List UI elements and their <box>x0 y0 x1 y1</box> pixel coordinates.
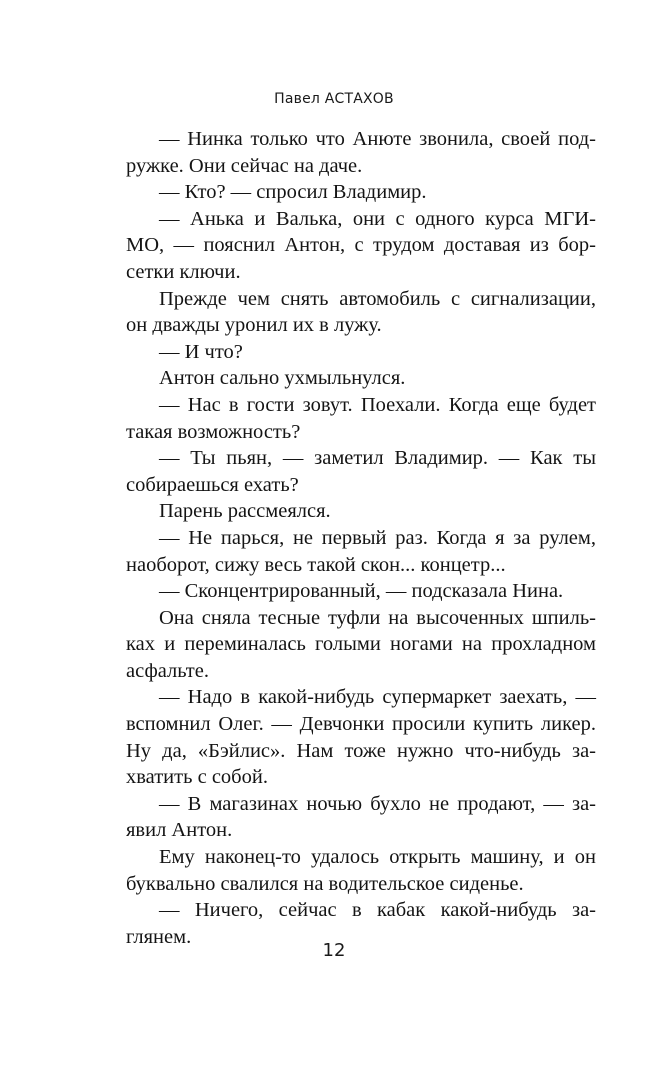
page-number: 12 <box>322 940 346 961</box>
text-line: асфальте. <box>126 659 209 682</box>
text-line: буквально свалился на водительское сиденье. <box>126 872 524 895</box>
text-line: Антон сально ухмыльнулся. <box>159 367 406 390</box>
text-line: — Нинка только что Анюте звонила, своей под- <box>159 128 596 150</box>
text-line: Она сняла тесные туфли на высоченных шпиль- <box>159 606 596 629</box>
running-header: Павел АСТАХОВ <box>274 91 394 107</box>
text-line: — Сконцентрированный, — подсказала Нина. <box>159 580 564 603</box>
text-line: вспомнил Олег. — Девчонки просили купить ликер. <box>126 713 596 736</box>
text-line: — Надо в какой-нибудь супермаркет заехать, — <box>159 686 596 709</box>
text-line: явил Антон. <box>126 819 233 842</box>
text-line: глянем. <box>126 925 192 948</box>
text-line: — Кто? — спросил Владимир. <box>159 181 427 204</box>
text-line: собираешься ехать? <box>126 473 299 496</box>
text-line: — Ты пьян, — заметил Владимир. — Как ты <box>159 447 596 470</box>
text-line: — Нас в гости зовут. Поехали. Когда еще будет <box>159 393 596 416</box>
text-line: — В магазинах ночью бухло не продают, — за- <box>159 792 596 815</box>
text-line: — И что? <box>159 340 243 363</box>
text-line: Парень рассмеялся. <box>159 500 331 523</box>
text-line: — Не парься, не первый раз. Когда я за рулем, <box>159 526 596 549</box>
text-line: Ему наконец-то удалось открыть машину, и он <box>159 846 596 869</box>
text-line: Прежде чем снять автомобиль с сигнализации, <box>159 287 596 310</box>
text-line: Ну да, «Бэйлис». Нам тоже нужно что-нибудь за- <box>126 739 596 762</box>
text-line: наоборот, сижу весь такой скон... концетр... <box>126 553 506 576</box>
text-line: МО, — пояснил Антон, с трудом доставая из бор- <box>126 234 596 257</box>
text-line: хватить с собой. <box>126 766 268 789</box>
text-line: — Анька и Валька, они с одного курса МГИ- <box>159 207 596 230</box>
text-line: он дважды уронил их в лужу. <box>126 314 382 337</box>
text-line: — Ничего, сейчас в кабак какой-нибудь за- <box>159 899 596 922</box>
text-line: ружке. Они сейчас на даче. <box>126 154 363 177</box>
text-line: такая возможность? <box>126 420 301 443</box>
text-line: ках и переминалась голыми ногами на прохладном <box>126 633 596 656</box>
body-text <box>126 126 596 950</box>
text-line: сетки ключи. <box>126 260 241 283</box>
